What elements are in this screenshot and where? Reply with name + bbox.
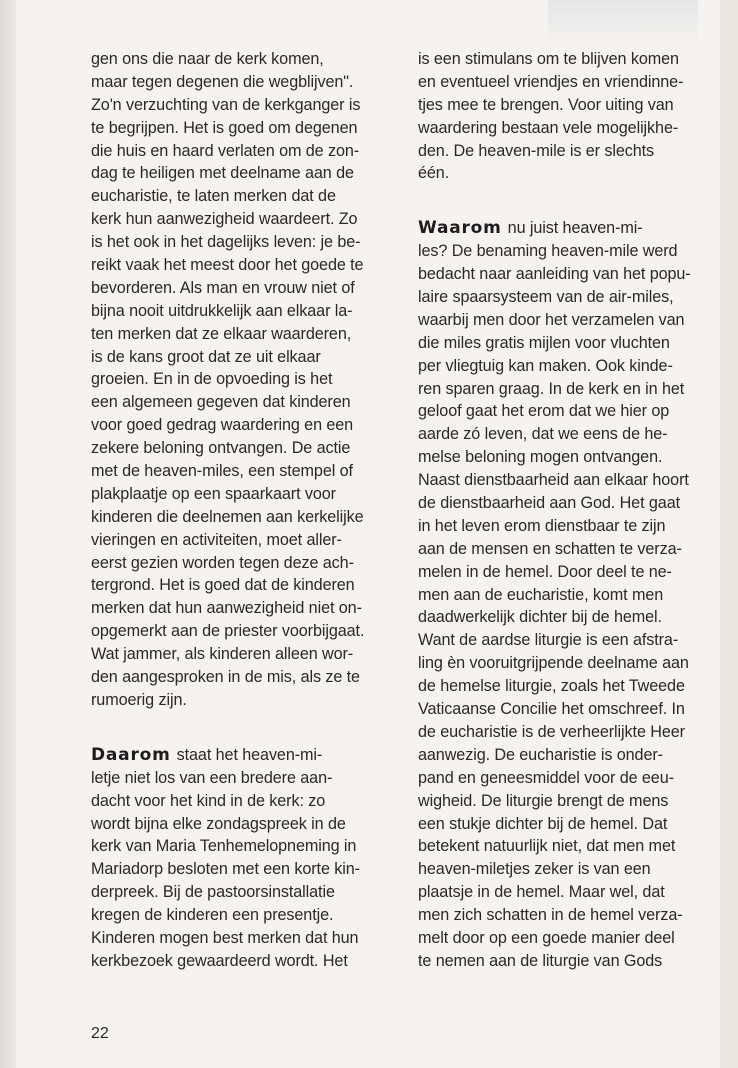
- text-line: te nemen aan de liturgie van Gods: [418, 951, 663, 970]
- text-line: waarbij men door het verzamelen van: [418, 310, 685, 329]
- text-line: plakplaatje op een spaarkaart voor: [91, 484, 336, 503]
- text-line: pand en geneesmiddel voor de eeu-: [418, 768, 674, 787]
- bleed-through-shadow: [548, 0, 698, 48]
- text-line: kerkbezoek gewaardeerd wordt. Het: [91, 951, 348, 970]
- text-line: maar tegen degenen die wegblijven".: [91, 72, 354, 91]
- text-line: kinderen die deelnemen aan kerkelijke: [91, 507, 364, 526]
- text-line: heaven-miletjes zeker is van een: [418, 860, 651, 879]
- text-line: tergrond. Het is goed dat de kinderen: [91, 576, 355, 595]
- book-page: [16, 0, 720, 1068]
- left-paragraph-1: [91, 48, 406, 712]
- text-line: per vliegtuig kan maken. Ook kinde-: [418, 356, 673, 375]
- text-line: de eucharistie is de verheerlijkte Heer: [418, 722, 685, 741]
- text-line: melt door op een goede manier deel: [418, 928, 675, 947]
- text-line: melen in de hemel. Door deel te ne-: [418, 562, 672, 581]
- text-line: laire spaarsysteem van de air-miles,: [418, 288, 674, 307]
- text-line: men zich schatten in de hemel verza-: [418, 906, 683, 925]
- text-line: één.: [418, 164, 450, 183]
- text-line: een algemeen gegeven dat kinderen: [91, 393, 351, 412]
- text-line: groeien. En in de opvoeding is het: [91, 370, 333, 389]
- text-line: kregen de kinderen een presentje.: [91, 906, 334, 925]
- text-line: die miles gratis mijlen voor vluchten: [418, 333, 670, 352]
- text-line: ten merken dat ze elkaar waarderen,: [91, 324, 352, 343]
- left-paragraph-2: [91, 744, 406, 973]
- text-line: plaatsje in de hemel. Maar wel, dat: [418, 883, 665, 902]
- text-line: bijna nooit uitdrukkelijk aan elkaar la-: [91, 301, 353, 320]
- text-line: geloof gaat het erom dat we hier op: [418, 402, 670, 421]
- text-line: eucharistie, te laten merken dat de: [91, 187, 336, 206]
- left-column: [91, 48, 406, 973]
- text-line: Naast dienstbaarheid aan elkaar hoort: [418, 471, 689, 490]
- text-line: les? De benaming heaven-mile werd: [418, 242, 678, 261]
- text-line: in het leven erom dienstbaar te zijn: [418, 516, 666, 535]
- text-line: tjes mee te brengen. Voor uiting van: [418, 95, 674, 114]
- text-line: opgemerkt aan de priester voorbijgaat.: [91, 622, 365, 641]
- paragraph-lead-word: Daarom: [91, 744, 171, 765]
- text-line: die huis en haard verlaten om de zon-: [91, 141, 360, 160]
- page-gutter-shadow: [0, 0, 16, 1068]
- text-line: vieringen en activiteiten, moet aller-: [91, 530, 342, 549]
- text-line: kerk hun aanwezigheid waardeert. Zo: [91, 210, 358, 229]
- text-line: een stukje dichter bij de hemel. Dat: [418, 814, 668, 833]
- paragraph-gap: [91, 712, 406, 744]
- right-paragraph-1: [418, 48, 728, 185]
- text-line: Vaticaanse Concilie het omschreef. In: [418, 700, 685, 719]
- text-line: is het ook in het dagelijks leven: je be-: [91, 233, 361, 252]
- text-line: gen ons die naar de kerk komen,: [91, 50, 324, 68]
- text-line: bedacht naar aanleiding van het popu-: [418, 265, 691, 284]
- text-line: [91, 744, 406, 767]
- text-line-rest: nu juist heaven-mi-: [507, 219, 643, 238]
- text-line: merken dat hun aanwezigheid niet on-: [91, 599, 362, 618]
- text-line: is de kans groot dat ze uit elkaar: [91, 347, 321, 366]
- text-line: men aan de eucharistie, komt men: [418, 585, 664, 604]
- text-line: te begrijpen. Het is goed om degenen: [91, 118, 358, 137]
- text-line: den aangesproken in de mis, als ze te: [91, 668, 360, 687]
- text-line: aarde zó leven, dat we eens de he-: [418, 425, 668, 444]
- text-line: Want de aardse liturgie is een afstra-: [418, 631, 679, 650]
- text-line: kerk van Maria Tenhemelopneming in: [91, 837, 357, 856]
- page-number: 22: [91, 1025, 109, 1042]
- paragraph-gap: [418, 185, 728, 217]
- text-line: betekent natuurlijk niet, dat men met: [418, 837, 676, 856]
- text-line: bevorderen. Als man en vrouw niet of: [91, 278, 355, 297]
- text-line: derpreek. Bij de pastoorsinstallatie: [91, 883, 335, 902]
- text-line: reikt vaak het meest door het goede te: [91, 256, 364, 275]
- text-line: eerst gezien worden tegen deze ach-: [91, 553, 354, 572]
- text-line: de hemelse liturgie, zoals het Tweede: [418, 677, 685, 696]
- text-line: rumoerig zijn.: [91, 690, 187, 709]
- text-line: Mariadorp besloten met een korte kin-: [91, 860, 360, 879]
- text-line: ren sparen graag. In de kerk en in het: [418, 379, 685, 398]
- text-line: voor goed gedrag waardering en een: [91, 416, 354, 435]
- text-line: aanwezig. De eucharistie is onder-: [418, 745, 663, 764]
- text-line: Zo'n verzuchting van de kerkganger is: [91, 95, 361, 114]
- text-line: wordt bijna elke zondagspreek in de: [91, 814, 346, 833]
- text-line: dacht voor het kind in de kerk: zo: [91, 791, 326, 810]
- text-line-rest: staat het heaven-mi-: [176, 745, 323, 764]
- text-line: aan de mensen en schatten te verza-: [418, 539, 682, 558]
- text-line: wigheid. De liturgie brengt de mens: [418, 791, 669, 810]
- text-line: den. De heaven-mile is er slechts: [418, 141, 655, 160]
- text-line: en eventueel vriendjes en vriendinne-: [418, 72, 684, 91]
- paragraph-lead-word: Waarom: [418, 218, 502, 239]
- text-line: daadwerkelijk dichter bij de hemel.: [418, 608, 662, 627]
- text-line: de dienstbaarheid aan God. Het gaat: [418, 494, 680, 513]
- text-line: [418, 217, 728, 240]
- text-line: waardering bestaan vele mogelijkhe-: [418, 118, 679, 137]
- right-column: [418, 48, 728, 973]
- right-paragraph-2: [418, 217, 728, 972]
- text-line: is een stimulans om te blijven komen: [418, 50, 679, 68]
- text-line: Kinderen mogen best merken dat hun: [91, 928, 359, 947]
- text-line: Wat jammer, als kinderen alleen wor-: [91, 645, 354, 664]
- text-line: dag te heiligen met deelname aan de: [91, 164, 354, 183]
- text-line: ling èn vooruitgrijpende deelname aan: [418, 654, 689, 673]
- text-line: letje niet los van een bredere aan-: [91, 768, 333, 787]
- text-line: melse beloning mogen ontvangen.: [418, 448, 663, 467]
- text-line: zekere beloning ontvangen. De actie: [91, 439, 351, 458]
- text-line: met de heaven-miles, een stempel of: [91, 462, 353, 481]
